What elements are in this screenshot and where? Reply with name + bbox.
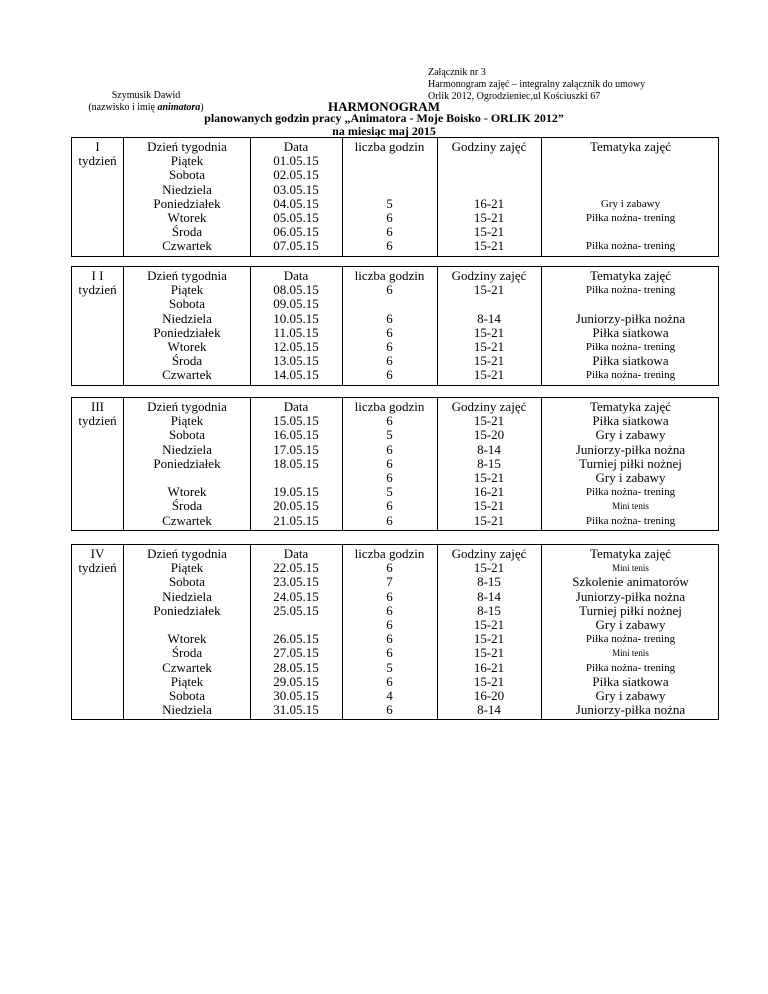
cell-t: Mini tenis [612,648,649,659]
cell-day: Piątek [170,560,204,576]
cell-date: 08.05.15 [273,282,319,298]
cell-t: Szkolenie animatorów [572,574,689,590]
cell-date: 23.05.15 [273,574,319,590]
cell-n: 6 [386,353,393,369]
cell-h: 15-21 [473,413,505,429]
cell-n: 6 [386,367,393,383]
cell-t: Gry i zabawy [600,197,661,210]
cell-t: Mini tenis [612,501,649,512]
week-table [71,544,719,720]
week-table [71,137,719,257]
cell-t: Piłka nożna- trening [585,212,676,224]
header-cell: Tematyka zajęć [589,139,671,154]
week-label [72,267,124,385]
cell-h: 15-21 [473,560,505,576]
cell-day: Środa [171,645,203,661]
cell-date: 09.05.15 [273,296,319,312]
week-number: I [95,139,100,154]
cell-t: Gry i zabawy [595,470,666,485]
cell-day: Środa [171,353,203,369]
cell-h: 15-21 [473,224,505,240]
cell-day: Czwartek [162,512,212,528]
header-cell: Dzień tygodnia [147,399,227,414]
cell-t: Juniorzy-piłka nożna [575,702,686,718]
cell-day: Niedziela [162,588,212,604]
cell-t: Juniorzy-piłka nożna [575,441,686,457]
header-cell: liczba godzin [354,399,425,414]
cell-day: Piątek [170,673,204,689]
cell-date: 29.05.15 [273,673,319,689]
cell-n: 6 [386,702,393,718]
cell-date: 24.05.15 [273,588,319,604]
cell-h: 16-21 [473,195,505,211]
week-word: tydzień [78,153,117,168]
cell-h: 15-21 [473,673,505,689]
header-cell: Godziny zajęć [451,399,527,414]
week-label [72,545,124,719]
cell-date: 07.05.15 [273,238,319,254]
week-word: tydzień [78,282,117,297]
header-cell: Tematyka zajęć [589,546,671,561]
header-cell: Dzień tygodnia [147,546,227,561]
cell-n: 6 [386,441,393,457]
cell-date: 12.05.15 [273,339,319,354]
cell-h: 8-15 [477,602,501,618]
cell-day: Czwartek [162,659,212,675]
cell-t: Mini tenis [612,563,649,574]
cell-day: Sobota [168,574,206,590]
cell-h: 15-21 [473,282,505,298]
cell-day: Sobota [168,167,206,183]
cell-date: 02.05.15 [273,167,319,183]
cell-h: 15-21 [473,631,505,647]
cell-t: Turniej piłki nożnej [579,602,682,618]
header-cell: Godziny zajęć [451,546,527,561]
cell-date: 01.05.15 [273,153,319,169]
cell-date: 11.05.15 [273,324,319,340]
annex-line-2: Harmonogram zajęć – integralny załącznik do umowy [428,79,646,90]
cell-t: Piłka nożna- trening [585,514,676,527]
cell-h: 15-21 [473,339,505,354]
cell-date: 18.05.15 [273,455,319,471]
cell-day: Niedziela [162,310,212,326]
annex-line-3: Orlik 2012, Ogrodzieniec,ul Kościuszki 67 [428,91,601,102]
week-label [72,398,124,530]
cell-n: 5 [386,427,393,443]
cell-h: 16-20 [473,688,505,703]
cell-h: 8-14 [477,702,501,718]
cell-day: Środa [171,498,203,514]
week-table [71,397,719,531]
cell-date: 16.05.15 [273,427,319,443]
week-label [72,138,124,256]
cell-n: 6 [386,210,393,225]
cell-day: Sobota [168,688,206,703]
cell-h: 15-20 [473,427,505,443]
cell-day: Poniedziałek [153,324,221,340]
cell-t: Piłka nożna- trening [585,486,676,499]
cell-n: 6 [386,455,393,471]
cell-t: Gry i zabawy [595,617,666,632]
cell-n: 6 [386,673,393,689]
cell-h: 15-21 [473,617,505,632]
cell-t: Piłka nożna- trening [585,369,676,382]
cell-date: 26.05.15 [273,631,319,647]
cell-t: Piłka siatkowa [592,353,669,369]
cell-h: 15-21 [473,512,505,528]
cell-date: 05.05.15 [273,210,319,225]
cell-n: 6 [386,310,393,326]
cell-day: Poniedziałek [153,455,221,471]
cell-t: Juniorzy-piłka nożna [575,310,686,326]
cell-date: 06.05.15 [273,224,319,240]
cell-h: 15-21 [473,238,505,254]
cell-day: Wtorek [167,631,207,647]
cell-day: Niedziela [162,181,212,197]
cell-n: 6 [386,224,393,240]
cell-h: 8-15 [477,455,501,471]
week-number: III [91,399,104,414]
cell-t: Piłka nożna- trening [585,661,676,674]
cell-date: 13.05.15 [273,353,319,369]
header-cell: Godziny zajęć [451,139,527,154]
cell-date: 03.05.15 [273,181,319,197]
cell-n: 5 [386,484,393,500]
cell-n: 6 [386,238,393,254]
header-cell: Data [283,139,309,154]
cell-t: Piłka nożna- trening [585,633,676,646]
cell-n: 6 [386,602,393,618]
cell-day: Niedziela [162,702,212,718]
cell-t: Piłka siatkowa [592,673,669,689]
cell-h: 16-21 [473,484,505,500]
cell-t: Piłka nożna- trening [585,341,676,353]
cell-day: Poniedziałek [153,602,221,618]
cell-n: 6 [386,413,393,429]
cell-n: 6 [386,324,393,340]
cell-t: Gry i zabawy [595,427,666,443]
cell-t: Piłka nożna- trening [585,240,676,253]
cell-t: Turniej piłki nożnej [579,455,682,471]
header-cell: liczba godzin [354,268,425,283]
header-cell: Dzień tygodnia [147,139,227,154]
cell-t: Piłka siatkowa [592,413,669,429]
cell-h: 15-21 [473,498,505,514]
header-cell: liczba godzin [354,546,425,561]
header-cell: Godziny zajęć [451,268,527,283]
cell-t: Juniorzy-piłka nożna [575,588,686,604]
cell-day: Piątek [170,413,204,429]
cell-date: 27.05.15 [273,645,319,661]
header-cell: Data [283,399,309,414]
header-cell: liczba godzin [354,139,425,154]
cell-h: 15-21 [473,210,505,225]
month-line: na miesiąc maj 2015 [332,124,436,138]
annex-line-1: Załącznik nr 3 [428,67,486,78]
cell-h: 8-15 [477,574,501,590]
author-name: Szymusik Dawid [111,90,181,101]
week-word: tydzień [78,560,117,575]
cell-n: 6 [386,339,393,354]
cell-n: 6 [386,560,393,576]
cell-date: 21.05.15 [273,512,319,528]
cell-h: 15-21 [473,367,505,383]
cell-date: 10.05.15 [273,310,319,326]
cell-date: 14.05.15 [273,367,319,383]
cell-t: Gry i zabawy [595,688,666,703]
cell-day: Środa [171,224,203,240]
cell-date: 20.05.15 [273,498,319,514]
week-word: tydzień [78,413,117,428]
week-number: I I [91,268,104,283]
cell-h: 8-14 [477,588,501,604]
cell-h: 15-21 [473,353,505,369]
cell-n: 6 [386,617,393,632]
cell-n: 6 [386,631,393,647]
header-cell: Data [283,268,309,283]
cell-h: 16-21 [473,659,505,675]
cell-date: 17.05.15 [273,441,319,457]
cell-day: Czwartek [162,238,212,254]
cell-date: 25.05.15 [273,602,319,618]
author-caption: (nazwisko i imię animatora) [88,102,204,113]
cell-n: 6 [386,645,393,661]
annex-note [428,67,645,103]
cell-date: 15.05.15 [273,413,319,429]
cell-h: 8-14 [477,441,501,457]
cell-t: Piłka siatkowa [592,324,669,340]
header-cell: Tematyka zajęć [589,268,671,283]
cell-day: Sobota [168,296,206,312]
cell-n: 6 [386,498,393,514]
cell-n: 7 [386,574,393,590]
header-cell: Dzień tygodnia [147,268,227,283]
cell-date: 04.05.15 [273,195,319,211]
cell-n: 5 [386,659,393,675]
cell-h: 8-14 [477,310,501,326]
cell-day: Piątek [170,282,204,298]
cell-day: Wtorek [167,484,207,500]
cell-t: Piłka nożna- trening [585,284,676,297]
cell-n: 6 [386,282,393,298]
cell-date: 31.05.15 [273,702,319,718]
cell-date: 28.05.15 [273,659,319,675]
cell-day: Wtorek [167,210,207,225]
cell-day: Poniedziałek [153,195,221,211]
cell-h: 15-21 [473,470,505,485]
cell-date: 22.05.15 [273,560,319,576]
cell-day: Sobota [168,427,206,443]
week-number: IV [90,546,105,561]
cell-n: 6 [386,470,393,485]
cell-n: 4 [386,688,393,703]
cell-date: 30.05.15 [273,688,319,703]
cell-day: Wtorek [167,339,207,354]
cell-n: 6 [386,588,393,604]
cell-day: Piątek [170,153,204,169]
week-table [71,266,719,386]
cell-day: Niedziela [162,441,212,457]
page-title: HARMONOGRAM [328,99,440,114]
header-cell: Data [283,546,309,561]
cell-date: 19.05.15 [273,484,319,500]
cell-h: 15-21 [473,324,505,340]
cell-n: 5 [386,195,393,211]
cell-day: Czwartek [162,367,212,383]
page-subtitle: planowanych godzin pracy „Animatora - Moje Boisko - ORLIK 2012” [204,111,564,125]
cell-n: 6 [386,512,393,528]
header-cell: Tematyka zajęć [589,399,671,414]
cell-h: 15-21 [473,645,505,661]
